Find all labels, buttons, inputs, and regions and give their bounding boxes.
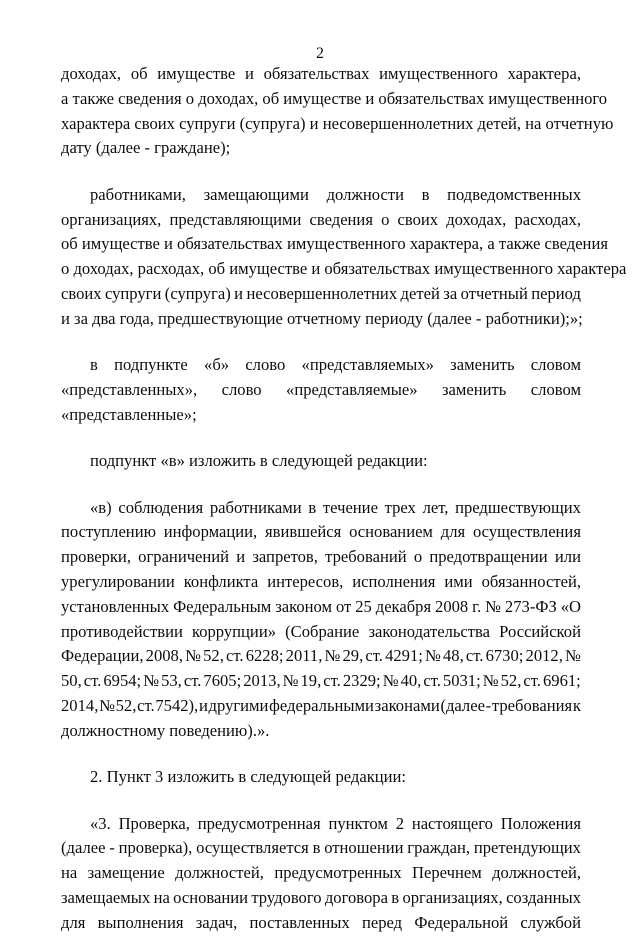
text-word: г. <box>472 596 482 616</box>
text-word: обязанностей, <box>481 572 581 591</box>
text-word: ст. <box>83 671 102 691</box>
text-word: настоящего <box>411 813 493 833</box>
text-word: Федеральной <box>414 912 509 932</box>
text-word: перед <box>361 912 403 932</box>
text-word: ими <box>444 572 473 591</box>
text-word: 40, <box>400 671 422 691</box>
text-word: 2013, <box>243 671 281 691</box>
text-line <box>61 861 581 886</box>
text-word: словом <box>530 355 581 375</box>
text-word: в <box>391 888 400 907</box>
text-word: и за два года, предшествующие отчетному периоду (далее - работники);»; <box>61 308 583 328</box>
text-line <box>61 719 581 744</box>
text-word: законом <box>275 596 333 616</box>
text-word: (далее <box>61 838 106 858</box>
text-word: 2014, <box>61 696 99 715</box>
text-word: ограничений <box>138 547 230 567</box>
text-word: заменить <box>450 355 515 375</box>
text-word: предотвращении <box>429 547 548 567</box>
text-word: заменить <box>441 380 507 399</box>
text-line <box>61 282 581 307</box>
text-word: ст. <box>137 696 155 715</box>
text-word: задач, <box>195 912 238 932</box>
text-word: должностному поведению).». <box>61 720 270 740</box>
text-word: интересов, <box>267 572 344 591</box>
text-word: урегулировании <box>61 572 175 591</box>
text-word: ст. <box>465 646 484 666</box>
text-word: 25 <box>355 596 372 616</box>
text-word: № <box>565 646 581 666</box>
text-word: осуществления <box>472 522 581 542</box>
text-line <box>61 449 581 474</box>
text-line <box>61 307 581 332</box>
text-word: «3. <box>90 813 111 833</box>
text-word: лет, <box>422 497 449 517</box>
text-word: своих <box>61 284 102 303</box>
text-line <box>61 136 581 161</box>
text-word: расходах, <box>514 209 581 229</box>
text-word: и <box>198 696 208 715</box>
text-word: № <box>382 671 399 691</box>
text-word: соблюдения <box>118 497 204 517</box>
text-word: должностей, <box>492 863 581 883</box>
text-word: требования <box>491 696 573 715</box>
text-word: № <box>425 646 441 666</box>
text-word: 48, <box>443 646 464 666</box>
text-word: 4291; <box>385 646 423 666</box>
text-word: 53, <box>161 671 182 691</box>
text-word: проверка), <box>118 838 193 858</box>
text-word: поступлению <box>61 522 156 542</box>
text-word: Перечнем <box>412 863 482 883</box>
text-line <box>61 183 581 208</box>
text-word: № <box>282 671 299 691</box>
text-word: предусмотренная <box>197 813 321 833</box>
text-line <box>61 620 581 645</box>
text-word: конфликта <box>183 572 259 591</box>
text-word: имуществе <box>157 64 236 83</box>
text-line <box>61 112 614 137</box>
text-word: «представляемых» <box>301 355 434 375</box>
text-word: ст. <box>183 671 202 691</box>
text-line <box>61 257 627 282</box>
text-line <box>61 765 581 790</box>
text-word: основании <box>173 888 248 907</box>
text-word: ст. <box>523 671 541 691</box>
text-word: Федерации, <box>61 646 144 666</box>
text-word: о доходах, расходах, об имуществе и обязательствах имущественного характера <box>61 259 627 279</box>
text-word: слово <box>245 355 286 375</box>
text-word: супруги <box>104 284 162 303</box>
text-word: «представленных», <box>61 380 198 399</box>
text-line <box>61 496 581 521</box>
text-word: трех <box>384 497 416 517</box>
text-word: замещение <box>87 863 165 883</box>
text-word: 273-ФЗ <box>504 596 557 616</box>
text-word: федеральными <box>269 696 374 715</box>
text-word: проверки, <box>61 547 131 567</box>
text-word: и <box>236 547 246 567</box>
text-word: «представленные»; <box>61 404 197 424</box>
text-word: характера своих супруги (супруга) и несовершеннолетних детей, на отчетную <box>61 113 614 133</box>
text-word: трудового <box>251 888 322 907</box>
text-word: «в) <box>90 497 112 517</box>
text-word: декабря <box>375 596 432 616</box>
text-line <box>61 378 581 403</box>
text-word: 6228; <box>245 646 284 666</box>
text-word: в <box>308 497 317 517</box>
text-word: дату (далее - граждане); <box>61 138 231 158</box>
text-word: 2011, <box>285 646 323 666</box>
text-word: Проверка, <box>118 813 190 833</box>
text-word: 29, <box>342 646 364 666</box>
text-word: представляющими <box>169 209 302 229</box>
text-word: работниками, <box>90 184 186 204</box>
text-word: на <box>153 888 170 907</box>
text-word: 52, <box>115 696 137 715</box>
text-word: противодействии <box>61 621 183 641</box>
text-word: 50, <box>61 671 82 691</box>
text-word: созданных <box>506 888 581 907</box>
text-word: словом <box>530 380 581 399</box>
text-word: выполнения <box>97 912 184 932</box>
text-word: 52, <box>203 646 224 666</box>
text-word: 6954; <box>103 671 142 691</box>
text-word: об <box>130 64 148 83</box>
text-line <box>61 694 581 719</box>
text-word: запретов, <box>252 547 318 567</box>
text-word: или <box>554 547 581 567</box>
text-word: 6730; <box>485 646 524 666</box>
text-word: обязательствах <box>263 64 370 83</box>
text-word: информации, <box>163 522 258 542</box>
text-word: осуществляется <box>196 838 309 858</box>
text-word: несовершеннолетних <box>246 284 398 303</box>
text-word: Российской <box>499 621 581 641</box>
text-word: подведомственных <box>447 184 581 204</box>
text-word: детей <box>400 284 440 303</box>
text-word: отчетный <box>460 284 528 303</box>
text-word: другими <box>208 696 269 715</box>
text-word: подпункт «в» изложить в следующей редакции: <box>90 451 428 471</box>
text-word: отношении <box>324 838 404 858</box>
text-word: должностей, <box>175 863 264 883</box>
text-line <box>61 62 581 87</box>
text-word: основанием <box>349 522 433 542</box>
text-word: требований <box>325 547 407 567</box>
text-line <box>61 545 581 570</box>
text-word: к <box>572 696 581 715</box>
text-word: работниками <box>209 497 302 517</box>
text-word: договора <box>324 888 388 907</box>
text-word: для <box>61 912 86 932</box>
text-line <box>61 570 581 595</box>
text-word: 6961; <box>542 671 581 691</box>
text-word: - <box>109 838 115 858</box>
text-word: 2008, <box>145 646 183 666</box>
text-word: 2 <box>395 813 404 833</box>
text-word: законодательства <box>368 621 491 641</box>
text-word: 2008 <box>435 596 469 616</box>
text-line <box>61 644 581 669</box>
text-word: в <box>312 838 321 858</box>
text-word: от <box>335 596 352 616</box>
text-word: Положения <box>500 813 581 833</box>
text-word: Федеральным <box>173 596 272 616</box>
text-word: пунктом <box>328 813 388 833</box>
text-word: о <box>413 547 423 567</box>
text-word: подпункте <box>114 355 188 375</box>
text-word: доходах, <box>446 209 507 229</box>
text-word: ст. <box>365 646 383 666</box>
text-word: ст. <box>423 671 441 691</box>
text-line <box>61 232 608 257</box>
text-word: а также сведения о доходах, об имуществе и обязательствах имущественного <box>61 88 608 108</box>
text-line <box>61 520 581 545</box>
text-word: - <box>485 696 492 715</box>
text-word: доходах, <box>61 64 122 83</box>
text-word: № <box>143 671 160 691</box>
text-word: 2329; <box>342 671 381 691</box>
text-word: для <box>440 522 466 542</box>
text-word: 7542), <box>155 696 199 715</box>
text-word: замещающими <box>203 184 309 204</box>
text-word: за <box>443 284 458 303</box>
text-word: граждан, <box>407 838 471 858</box>
text-word: претендующих <box>473 838 581 858</box>
text-word: исполнения <box>352 572 436 591</box>
text-line <box>61 886 581 911</box>
text-word: коррупции» <box>191 621 276 641</box>
text-line <box>61 836 581 861</box>
page-number: 2 <box>316 45 324 62</box>
text-word: службой <box>520 912 581 932</box>
text-word: «О <box>560 596 581 616</box>
text-word: «представляемые» <box>286 380 418 399</box>
text-word: в <box>421 184 430 204</box>
text-word: № <box>485 596 501 616</box>
text-word: 2. Пункт 3 изложить в следующей редакции: <box>90 767 407 787</box>
text-word: 7605; <box>203 671 242 691</box>
text-word: слово <box>221 380 262 399</box>
text-word: 5031; <box>442 671 481 691</box>
text-word: № <box>482 671 499 691</box>
text-word: на <box>61 863 78 883</box>
text-line <box>61 595 581 620</box>
text-line <box>61 403 581 428</box>
text-word: в <box>90 355 98 375</box>
text-line <box>61 669 581 694</box>
text-word: 19, <box>300 671 322 691</box>
text-word: сведения <box>309 209 373 229</box>
text-word: установленных <box>61 596 170 616</box>
text-word: (Собрание <box>285 621 360 641</box>
text-word: предусмотренных <box>274 863 402 883</box>
text-word: и <box>234 284 244 303</box>
text-line <box>61 911 581 936</box>
text-word: об имуществе и обязательствах имущественного характера, а также сведения <box>61 234 608 254</box>
text-word: 2012, <box>525 646 563 666</box>
text-word: явившейся <box>265 522 342 542</box>
text-word: «б» <box>204 355 230 375</box>
text-word: ст. <box>323 671 341 691</box>
text-word: № <box>324 646 341 666</box>
text-word: имущественного <box>379 64 498 83</box>
text-line <box>61 87 608 112</box>
text-word: организациях, <box>61 209 162 229</box>
text-word: характера, <box>507 64 581 83</box>
text-word: поставленных <box>249 912 350 932</box>
text-word: замещаемых <box>61 888 151 907</box>
text-word: и <box>245 64 254 83</box>
text-word: период <box>531 284 581 303</box>
text-word: течение <box>322 497 378 517</box>
text-word: своих <box>397 209 439 229</box>
text-word: № <box>185 646 201 666</box>
text-word: (далее <box>440 696 485 715</box>
text-word: № <box>99 696 115 715</box>
text-word: 52, <box>500 671 522 691</box>
text-word: (супруга) <box>164 284 231 303</box>
text-line <box>61 353 581 378</box>
text-word: о <box>381 209 390 229</box>
text-word: законами <box>374 696 440 715</box>
text-word: организациях, <box>402 888 503 907</box>
text-word: предшествующих <box>455 497 581 517</box>
text-line <box>61 208 581 233</box>
text-word: должности <box>326 184 404 204</box>
text-line <box>61 812 581 837</box>
text-word: ст. <box>226 646 244 666</box>
